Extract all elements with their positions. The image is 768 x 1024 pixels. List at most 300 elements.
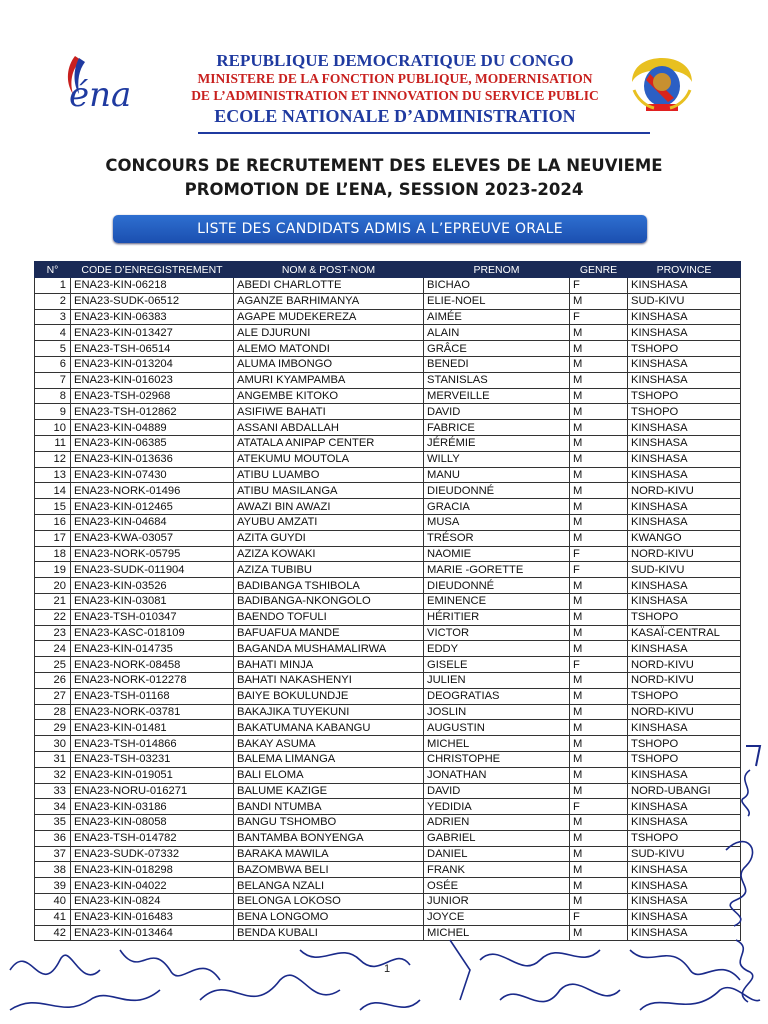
ena-logo-icon [55,48,165,118]
row-number-cell: 42 [35,925,71,941]
first-name-cell: STANISLAS [424,372,570,388]
row-number-cell: 13 [35,467,71,483]
row-number-cell: 10 [35,420,71,436]
table-body [35,278,741,941]
first-name-cell: HÉRITIER [424,609,570,625]
full-name-cell: AYUBU AMZATI [234,514,424,530]
full-name-cell: ASIFIWE BAHATI [234,404,424,420]
full-name-cell: BAFUAFUA MANDE [234,625,424,641]
gender-cell: F [570,546,628,562]
row-number-cell: 22 [35,609,71,625]
registration-code-cell: ENA23-KIN-016483 [71,909,234,925]
row-number-cell: 11 [35,435,71,451]
full-name-cell: BADIBANGA-NKONGOLO [234,593,424,609]
province-cell: KINSHASA [628,767,741,783]
row-number-cell: 27 [35,688,71,704]
first-name-cell: BENEDI [424,356,570,372]
registration-code-cell: ENA23-KIN-01481 [71,720,234,736]
registration-code-cell: ENA23-TSH-010347 [71,609,234,625]
gender-cell: M [570,925,628,941]
gender-cell: M [570,514,628,530]
registration-code-cell: ENA23-KIN-03186 [71,799,234,815]
row-number-cell: 1 [35,278,71,294]
gender-cell: M [570,688,628,704]
registration-code-cell: ENA23-TSH-01168 [71,688,234,704]
candidates-table [34,261,741,941]
registration-code-cell: ENA23-SUDK-07332 [71,846,234,862]
full-name-cell: BAENDO TOFULI [234,609,424,625]
row-number-cell: 33 [35,783,71,799]
header-ministry-1: MINISTERE DE LA FONCTION PUBLIQUE, MODERNISATION [197,71,593,86]
first-name-cell: DIEUDONNÉ [424,578,570,594]
province-cell: NORD-KIVU [628,704,741,720]
row-number-cell: 23 [35,625,71,641]
header-school: ECOLE NATIONALE D’ADMINISTRATION [214,106,576,126]
registration-code-cell: ENA23-KIN-03081 [71,593,234,609]
table-row [35,751,741,767]
row-number-cell: 37 [35,846,71,862]
first-name-cell: EDDY [424,641,570,657]
gender-cell: M [570,451,628,467]
full-name-cell: BENDA KUBALI [234,925,424,941]
province-cell: SUD-KIVU [628,293,741,309]
gender-cell: F [570,799,628,815]
full-name-cell: ATIBU MASILANGA [234,483,424,499]
header-ministry-2: DE L’ADMINISTRATION ET INNOVATION DU SERVICE PUBLIC [191,88,599,103]
first-name-cell: MUSA [424,514,570,530]
province-cell: KINSHASA [628,894,741,910]
table-row [35,625,741,641]
table-row [35,435,741,451]
full-name-cell: BALEMA LIMANGA [234,751,424,767]
table-row [35,657,741,673]
table-row [35,467,741,483]
registration-code-cell: ENA23-KIN-0824 [71,894,234,910]
row-number-cell: 28 [35,704,71,720]
province-cell: KINSHASA [628,467,741,483]
first-name-cell: TRÉSOR [424,530,570,546]
full-name-cell: ATEKUMU MOUTOLA [234,451,424,467]
full-name-cell: BANTAMBA BONYENGA [234,830,424,846]
first-name-cell: GRACIA [424,499,570,515]
full-name-cell: BAKAY ASUMA [234,736,424,752]
table-row [35,372,741,388]
province-cell: TSHOPO [628,736,741,752]
column-header: N° [35,262,71,278]
row-number-cell: 26 [35,672,71,688]
province-cell: NORD-KIVU [628,546,741,562]
gender-cell: M [570,878,628,894]
table-row [35,451,741,467]
row-number-cell: 32 [35,767,71,783]
registration-code-cell: ENA23-NORK-01496 [71,483,234,499]
first-name-cell: JUNIOR [424,894,570,910]
svg-text:éna: éna [69,75,132,115]
table-row [35,688,741,704]
full-name-cell: BAZOMBWA BELI [234,862,424,878]
province-cell: TSHOPO [628,341,741,357]
full-name-cell: AMURI KYAMPAMBA [234,372,424,388]
first-name-cell: DAVID [424,404,570,420]
row-number-cell: 9 [35,404,71,420]
row-number-cell: 8 [35,388,71,404]
province-cell: KINSHASA [628,451,741,467]
registration-code-cell: ENA23-SUDK-011904 [71,562,234,578]
first-name-cell: ADRIEN [424,815,570,831]
first-name-cell: BICHAO [424,278,570,294]
gender-cell: M [570,356,628,372]
gender-cell: F [570,657,628,673]
gender-cell: M [570,499,628,515]
first-name-cell: MANU [424,467,570,483]
table-row [35,530,741,546]
row-number-cell: 39 [35,878,71,894]
registration-code-cell: ENA23-NORK-08458 [71,657,234,673]
first-name-cell: MICHEL [424,736,570,752]
table-row [35,546,741,562]
first-name-cell: YEDIDIA [424,799,570,815]
province-cell: KINSHASA [628,278,741,294]
province-cell: SUD-KIVU [628,562,741,578]
row-number-cell: 31 [35,751,71,767]
full-name-cell: BENA LONGOMO [234,909,424,925]
first-name-cell: JONATHAN [424,767,570,783]
full-name-cell: BALUME KAZIGE [234,783,424,799]
gender-cell: M [570,593,628,609]
full-name-cell: BELONGA LOKOSO [234,894,424,910]
registration-code-cell: ENA23-KIN-06385 [71,435,234,451]
table-row [35,878,741,894]
gender-cell: M [570,815,628,831]
gender-cell: M [570,846,628,862]
gender-cell: M [570,293,628,309]
gender-cell: M [570,467,628,483]
table-row [35,925,741,941]
registration-code-cell: ENA23-TSH-014866 [71,736,234,752]
first-name-cell: AUGUSTIN [424,720,570,736]
table-row [35,514,741,530]
table-row [35,325,741,341]
first-name-cell: MARIE -GORETTE [424,562,570,578]
gender-cell: M [570,609,628,625]
table-row [35,309,741,325]
table-row [35,894,741,910]
province-cell: KINSHASA [628,815,741,831]
table-row [35,499,741,515]
gender-cell: M [570,736,628,752]
gender-cell: M [570,704,628,720]
contest-title-line-1: CONCOURS DE RECRUTEMENT DES ELEVES DE LA NEUVIEME [105,156,663,175]
column-header: NOM & POST-NOM [234,262,424,278]
table-row [35,562,741,578]
table-row [35,767,741,783]
first-name-cell: JULIEN [424,672,570,688]
gender-cell: M [570,641,628,657]
registration-code-cell: ENA23-KIN-014735 [71,641,234,657]
table-row [35,909,741,925]
first-name-cell: FRANK [424,862,570,878]
province-cell: NORD-KIVU [628,672,741,688]
registration-code-cell: ENA23-NORU-016271 [71,783,234,799]
registration-code-cell: ENA23-KIN-012465 [71,499,234,515]
header-rule [198,132,650,134]
registration-code-cell: ENA23-KIN-04889 [71,420,234,436]
full-name-cell: BAIYE BOKULUNDJE [234,688,424,704]
full-name-cell: AZIZA KOWAKI [234,546,424,562]
full-name-cell: BALI ELOMA [234,767,424,783]
full-name-cell: BAHATI NAKASHENYI [234,672,424,688]
registration-code-cell: ENA23-KWA-03057 [71,530,234,546]
row-number-cell: 30 [35,736,71,752]
table-row [35,736,741,752]
row-number-cell: 2 [35,293,71,309]
gender-cell: M [570,530,628,546]
province-cell: TSHOPO [628,404,741,420]
registration-code-cell: ENA23-NORK-03781 [71,704,234,720]
first-name-cell: AIMÉE [424,309,570,325]
gender-cell: M [570,404,628,420]
row-number-cell: 41 [35,909,71,925]
province-cell: NORD-UBANGI [628,783,741,799]
row-number-cell: 29 [35,720,71,736]
row-number-cell: 38 [35,862,71,878]
registration-code-cell: ENA23-KIN-08058 [71,815,234,831]
registration-code-cell: ENA23-KIN-04684 [71,514,234,530]
registration-code-cell: ENA23-KIN-07430 [71,467,234,483]
table-row [35,720,741,736]
gender-cell: M [570,578,628,594]
column-header: CODE D’ENREGISTREMENT [71,262,234,278]
row-number-cell: 12 [35,451,71,467]
row-number-cell: 3 [35,309,71,325]
table-row [35,420,741,436]
province-cell: KINSHASA [628,641,741,657]
gender-cell: M [570,625,628,641]
full-name-cell: BARAKA MAWILA [234,846,424,862]
province-cell: KINSHASA [628,925,741,941]
gender-cell: M [570,767,628,783]
first-name-cell: OSÉE [424,878,570,894]
table-row [35,404,741,420]
full-name-cell: ALE DJURUNI [234,325,424,341]
gender-cell: M [570,720,628,736]
table-row [35,278,741,294]
full-name-cell: AGAPE MUDEKEREZA [234,309,424,325]
province-cell: KINSHASA [628,309,741,325]
row-number-cell: 21 [35,593,71,609]
list-banner: LISTE DES CANDIDATS ADMIS A L’EPREUVE ORALE [113,215,647,243]
column-header: GENRE [570,262,628,278]
table-row [35,341,741,357]
gender-cell: F [570,278,628,294]
table-row [35,593,741,609]
registration-code-cell: ENA23-NORK-05795 [71,546,234,562]
province-cell: KINSHASA [628,799,741,815]
first-name-cell: ALAIN [424,325,570,341]
table-row [35,293,741,309]
registration-code-cell: ENA23-KIN-013464 [71,925,234,941]
province-cell: KINSHASA [628,878,741,894]
first-name-cell: GISELE [424,657,570,673]
row-number-cell: 34 [35,799,71,815]
table-row [35,609,741,625]
contest-title-line-2: PROMOTION DE L’ENA, SESSION 2023-2024 [184,180,584,199]
registration-code-cell: ENA23-KASC-018109 [71,625,234,641]
first-name-cell: MICHEL [424,925,570,941]
row-number-cell: 40 [35,894,71,910]
full-name-cell: AWAZI BIN AWAZI [234,499,424,515]
first-name-cell: WILLY [424,451,570,467]
registration-code-cell: ENA23-KIN-06383 [71,309,234,325]
province-cell: KINSHASA [628,372,741,388]
full-name-cell: AZIZA TUBIBU [234,562,424,578]
gender-cell: M [570,325,628,341]
registration-code-cell: ENA23-KIN-06218 [71,278,234,294]
province-cell: NORD-KIVU [628,657,741,673]
province-cell: TSHOPO [628,609,741,625]
full-name-cell: AZITA GUYDI [234,530,424,546]
coat-of-arms-icon [624,52,700,116]
gender-cell: M [570,420,628,436]
province-cell: KINSHASA [628,909,741,925]
province-cell: KINSHASA [628,420,741,436]
first-name-cell: JOYCE [424,909,570,925]
first-name-cell: ELIE-NOEL [424,293,570,309]
first-name-cell: EMINENCE [424,593,570,609]
registration-code-cell: ENA23-KIN-016023 [71,372,234,388]
row-number-cell: 6 [35,356,71,372]
full-name-cell: BELANGA NZALI [234,878,424,894]
gender-cell: M [570,483,628,499]
table-row [35,846,741,862]
full-name-cell: ALUMA IMBONGO [234,356,424,372]
registration-code-cell: ENA23-KIN-03526 [71,578,234,594]
table-header [35,262,741,278]
registration-code-cell: ENA23-KIN-013636 [71,451,234,467]
row-number-cell: 4 [35,325,71,341]
registration-code-cell: ENA23-KIN-013427 [71,325,234,341]
gender-cell: F [570,309,628,325]
gender-cell: M [570,783,628,799]
first-name-cell: DAVID [424,783,570,799]
column-header: PRENOM [424,262,570,278]
full-name-cell: ATIBU LUAMBO [234,467,424,483]
row-number-cell: 35 [35,815,71,831]
table-row [35,799,741,815]
full-name-cell: BANDI NTUMBA [234,799,424,815]
gender-cell: F [570,909,628,925]
registration-code-cell: ENA23-KIN-013204 [71,356,234,372]
row-number-cell: 14 [35,483,71,499]
registration-code-cell: ENA23-TSH-012862 [71,404,234,420]
province-cell: TSHOPO [628,688,741,704]
row-number-cell: 25 [35,657,71,673]
document-header [0,0,768,140]
column-header: PROVINCE [628,262,741,278]
full-name-cell: ANGEMBE KITOKO [234,388,424,404]
first-name-cell: CHRISTOPHE [424,751,570,767]
table-row [35,578,741,594]
row-number-cell: 20 [35,578,71,594]
full-name-cell: ASSANI ABDALLAH [234,420,424,436]
province-cell: KINSHASA [628,435,741,451]
row-number-cell: 24 [35,641,71,657]
registration-code-cell: ENA23-TSH-02968 [71,388,234,404]
first-name-cell: JÉRÉMIE [424,435,570,451]
registration-code-cell: ENA23-TSH-06514 [71,341,234,357]
first-name-cell: JOSLIN [424,704,570,720]
province-cell: KINSHASA [628,499,741,515]
province-cell: KINSHASA [628,862,741,878]
registration-code-cell: ENA23-KIN-018298 [71,862,234,878]
province-cell: SUD-KIVU [628,846,741,862]
row-number-cell: 16 [35,514,71,530]
table-row [35,388,741,404]
full-name-cell: BAGANDA MUSHAMALIRWA [234,641,424,657]
table-row [35,672,741,688]
gender-cell: F [570,562,628,578]
province-cell: KINSHASA [628,514,741,530]
row-number-cell: 5 [35,341,71,357]
first-name-cell: DANIEL [424,846,570,862]
first-name-cell: DIEUDONNÉ [424,483,570,499]
first-name-cell: NAOMIE [424,546,570,562]
gender-cell: M [570,672,628,688]
gender-cell: M [570,435,628,451]
gender-cell: M [570,830,628,846]
header-republic: REPUBLIQUE DEMOCRATIQUE DU CONGO [216,51,574,70]
province-cell: KINSHASA [628,593,741,609]
first-name-cell: GABRIEL [424,830,570,846]
first-name-cell: MERVEILLE [424,388,570,404]
table-row [35,862,741,878]
first-name-cell: DEOGRATIAS [424,688,570,704]
registration-code-cell: ENA23-TSH-03231 [71,751,234,767]
full-name-cell: AGANZE BARHIMANYA [234,293,424,309]
province-cell: TSHOPO [628,388,741,404]
full-name-cell: BANGU TSHOMBO [234,815,424,831]
full-name-cell: BAHATI MINJA [234,657,424,673]
first-name-cell: GRÂCE [424,341,570,357]
gender-cell: M [570,388,628,404]
gender-cell: M [570,751,628,767]
row-number-cell: 19 [35,562,71,578]
province-cell: TSHOPO [628,830,741,846]
province-cell: KINSHASA [628,578,741,594]
row-number-cell: 18 [35,546,71,562]
registration-code-cell: ENA23-SUDK-06512 [71,293,234,309]
registration-code-cell: ENA23-NORK-012278 [71,672,234,688]
gender-cell: M [570,341,628,357]
full-name-cell: ABEDI CHARLOTTE [234,278,424,294]
signatures-area [0,930,768,1024]
province-cell: NORD-KIVU [628,483,741,499]
row-number-cell: 17 [35,530,71,546]
full-name-cell: BADIBANGA TSHIBOLA [234,578,424,594]
table-row [35,641,741,657]
full-name-cell: ATATALA ANIPAP CENTER [234,435,424,451]
full-name-cell: BAKATUMANA KABANGU [234,720,424,736]
page-number: 1 [384,963,391,975]
province-cell: KINSHASA [628,720,741,736]
full-name-cell: ALEMO MATONDI [234,341,424,357]
table-row [35,704,741,720]
province-cell: TSHOPO [628,751,741,767]
table-row [35,815,741,831]
gender-cell: M [570,862,628,878]
full-name-cell: BAKAJIKA TUYEKUNI [234,704,424,720]
gender-cell: M [570,894,628,910]
